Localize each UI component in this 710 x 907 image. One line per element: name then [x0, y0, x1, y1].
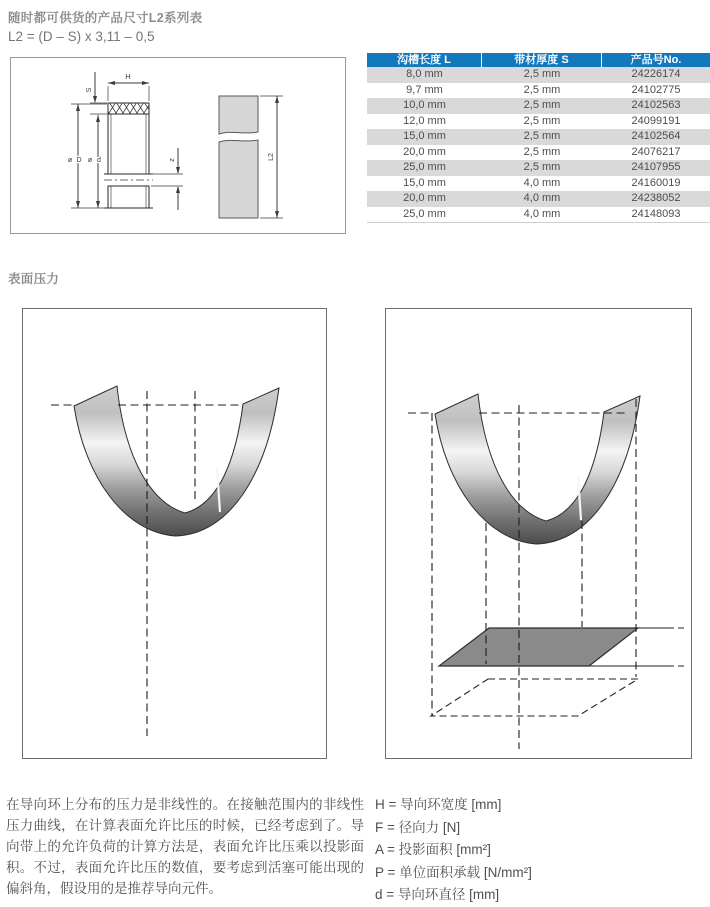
dim-H-arrow-right [142, 81, 149, 85]
product-no-cell: 24148093 [631, 207, 681, 220]
table-row [367, 160, 710, 176]
dimension-drawing-box [10, 57, 346, 234]
legend-line: F = 径向力 [N] [375, 819, 461, 835]
product-table-header [367, 53, 710, 67]
groove-length-cell: 9,7 mm [406, 83, 443, 96]
l2-formula: L2 = (D – S) x 3,11 – 0,5 [8, 29, 155, 44]
groove-length-cell: 8,0 mm [406, 68, 443, 80]
strip-thickness-cell: 2,5 mm [523, 161, 561, 173]
base-plane-outline [431, 679, 638, 716]
dim-d-label: d [97, 157, 101, 164]
groove-length-cell: 25,0 mm [403, 161, 446, 173]
dim-S-label: S [86, 87, 93, 93]
dim-L2-label: L2 [268, 153, 275, 161]
product-no-cell: 24102775 [631, 83, 681, 96]
col-header-groove-length: 沟槽长度 L [367, 53, 482, 67]
col-header-strip-thickness: 带材厚度 S [482, 53, 602, 67]
symbol-legend [375, 794, 532, 907]
groove-length-cell: 20,0 mm [403, 192, 446, 204]
dia-symbol-d: ø [87, 157, 93, 164]
dim-H-arrow-left [108, 81, 115, 85]
pressure-diagram-left-svg [23, 309, 326, 758]
groove-length-cell: 25,0 mm [403, 207, 446, 220]
strip-thickness-cell: 2,5 mm [523, 130, 561, 142]
strip-thickness-cell: 4,0 mm [523, 192, 561, 204]
legend-line: H = 导向环宽度 [mm] [375, 797, 502, 812]
legend-line: P = 单位面积承载 [N/mm²] [375, 864, 532, 880]
table-row [367, 114, 710, 130]
strip-thickness-cell: 2,5 mm [523, 99, 561, 111]
table-row [367, 191, 710, 207]
projected-area-plane [439, 628, 638, 666]
product-table [367, 53, 710, 223]
product-no-cell: 24107955 [631, 161, 681, 173]
groove-length-cell: 10,0 mm [403, 99, 446, 111]
product-table-body [367, 67, 710, 223]
guide-ring-band-3d [435, 394, 640, 544]
groove-length-cell: 20,0 mm [403, 145, 446, 158]
strip-thickness-cell: 4,0 mm [523, 207, 561, 220]
cylinder-upper-section [108, 114, 149, 174]
dimension-drawing [11, 58, 345, 233]
table-row [367, 145, 710, 161]
groove-length-cell: 15,0 mm [403, 176, 446, 189]
page-title: 随时都可供货的产品尺寸L2系列表 [8, 11, 203, 25]
guide-strip-lower [219, 140, 258, 218]
table-row [367, 83, 710, 99]
groove-length-cell: 15,0 mm [403, 130, 446, 142]
dim-D-label: D [76, 157, 82, 164]
strip-thickness-cell: 4,0 mm [523, 176, 561, 189]
guide-strip-upper [219, 96, 258, 134]
surface-pressure-title: 表面压力 [8, 272, 60, 286]
table-row [367, 129, 710, 145]
product-no-cell: 24160019 [631, 176, 681, 189]
dim-z-label: z [169, 158, 176, 162]
cylinder-lower-section [108, 186, 149, 208]
dim-H-label: H [125, 72, 131, 81]
dim-S-arrow-down [93, 96, 97, 103]
product-no-cell: 24226174 [631, 68, 681, 80]
pressure-diagram-projected-area [385, 308, 692, 759]
table-row [367, 98, 710, 114]
strip-thickness-cell: 2,5 mm [523, 68, 561, 80]
legend-line: d = 导向环直径 [mm] [375, 887, 500, 902]
groove-length-cell: 12,0 mm [403, 114, 446, 127]
strip-thickness-cell: 2,5 mm [523, 83, 561, 96]
legend-line: A = 投影面积 [mm²] [375, 842, 491, 857]
dia-symbol-D: ø [67, 157, 73, 164]
table-row [367, 67, 710, 83]
strip-thickness-cell: 2,5 mm [523, 114, 561, 127]
table-row [367, 176, 710, 192]
pressure-diagram-nonlinear [22, 308, 327, 759]
product-no-cell: 24099191 [631, 114, 681, 127]
product-no-cell: 24076217 [631, 145, 681, 158]
guide-ring-band-3d [74, 386, 279, 536]
body-paragraph: 在导向环上分布的压力是非线性的。在接触范围内的非线性压力曲线，在计算表面允许比压的时候，已经考虑到了。导向带上的允许负荷的计算方法是，表面允许比压乘以投影面积。不过，表面允许比压的数值，要考虑到活塞可能出现的偏斜角，假设用的是推荐导向元件。 [6, 797, 364, 896]
product-no-cell: 24102563 [631, 99, 681, 111]
product-no-cell: 24102564 [631, 130, 681, 142]
strip-thickness-cell: 2,5 mm [523, 145, 561, 158]
product-no-cell: 24238052 [631, 192, 681, 204]
col-header-product-no: 产品号No. [630, 54, 682, 66]
pressure-diagram-right-svg [386, 309, 691, 758]
table-row [367, 207, 710, 223]
